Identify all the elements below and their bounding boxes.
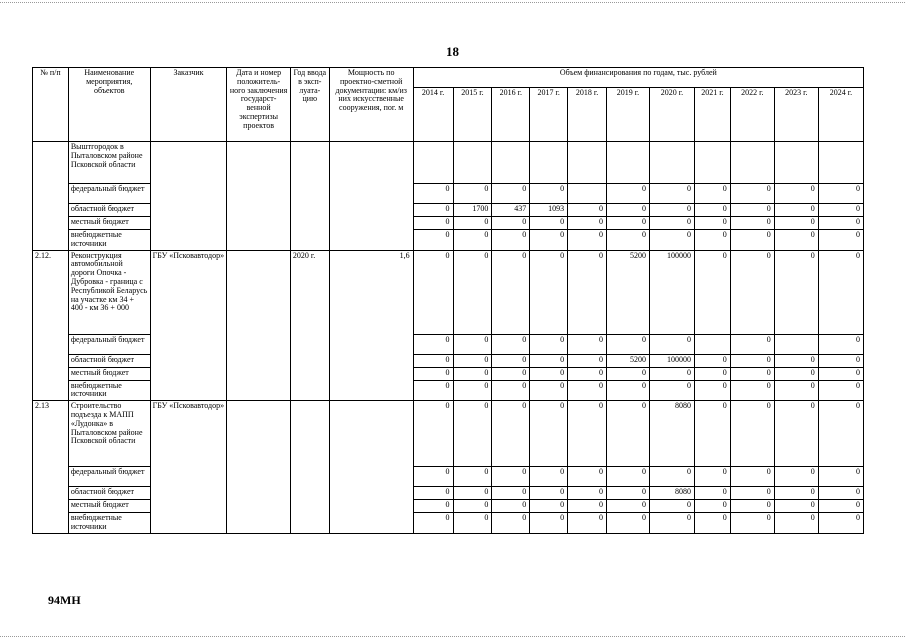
value-cell: 0 [607, 230, 650, 251]
value-cell: 0 [492, 380, 530, 401]
header-year-1: 2015 г. [453, 88, 492, 142]
value-cell: 0 [818, 367, 863, 380]
value-cell: 0 [568, 354, 607, 367]
value-cell: 0 [649, 467, 694, 487]
value-cell: 0 [774, 354, 818, 367]
value-cell: 0 [413, 380, 453, 401]
header-funding: Объем финансирования по годам, тыс. рублей [413, 68, 863, 88]
commissioning-year [290, 142, 329, 251]
value-cell: 0 [730, 380, 774, 401]
expertise [227, 401, 290, 534]
value-cell: 0 [730, 500, 774, 513]
value-cell: 0 [530, 487, 568, 500]
value-cell: 0 [607, 217, 650, 230]
value-cell: 0 [607, 367, 650, 380]
value-cell: 437 [492, 204, 530, 217]
value-cell: 0 [568, 367, 607, 380]
commissioning-year [290, 401, 329, 534]
value-cell: 0 [730, 217, 774, 230]
value-cell: 0 [694, 401, 730, 467]
value-cell: 0 [492, 467, 530, 487]
value-cell: 0 [413, 184, 453, 204]
table-row [33, 401, 864, 467]
value-cell [818, 142, 863, 184]
value-cell: 0 [453, 513, 492, 534]
value-cell [413, 142, 453, 184]
value-cell: 0 [774, 250, 818, 334]
budget-label: областной бюджет [68, 204, 150, 217]
value-cell [694, 142, 730, 184]
page-number: 18 [446, 44, 459, 59]
value-cell: 0 [818, 230, 863, 251]
header-year-5: 2019 г. [607, 88, 650, 142]
value-cell: 0 [730, 334, 774, 354]
value-cell: 0 [774, 513, 818, 534]
expertise [227, 142, 290, 251]
funding-table [32, 67, 864, 534]
value-cell: 0 [649, 217, 694, 230]
value-cell: 0 [492, 230, 530, 251]
value-cell: 0 [413, 204, 453, 217]
value-cell: 8080 [649, 487, 694, 500]
value-cell: 0 [649, 230, 694, 251]
value-cell: 0 [453, 487, 492, 500]
value-cell: 0 [649, 184, 694, 204]
footer-code: 94МН [48, 593, 81, 607]
budget-label: внебюджетные источники [68, 513, 150, 534]
value-cell: 0 [413, 354, 453, 367]
scan-edge-top [0, 2, 905, 3]
row-number: 2.13 [33, 401, 69, 534]
value-cell: 5200 [607, 250, 650, 334]
table-body [33, 142, 864, 534]
value-cell: 0 [818, 250, 863, 334]
value-cell: 0 [694, 513, 730, 534]
value-cell: 0 [694, 500, 730, 513]
value-cell: 0 [730, 513, 774, 534]
customer [150, 142, 227, 251]
value-cell: 0 [568, 487, 607, 500]
value-cell: 0 [818, 204, 863, 217]
value-cell: 0 [530, 401, 568, 467]
value-cell: 0 [730, 230, 774, 251]
object-name: Строительство подъезда к МАПП «Лудонка» в Пыталовском районе Псковской области [68, 401, 150, 467]
header-year-4: 2018 г. [568, 88, 607, 142]
capacity [329, 401, 413, 534]
value-cell: 0 [568, 250, 607, 334]
value-cell: 0 [694, 354, 730, 367]
value-cell: 0 [530, 513, 568, 534]
value-cell: 0 [492, 354, 530, 367]
value-cell: 0 [492, 184, 530, 204]
commissioning-year: 2020 г. [290, 250, 329, 401]
value-cell: 0 [818, 380, 863, 401]
value-cell: 0 [730, 184, 774, 204]
header-year-6: 2020 г. [649, 88, 694, 142]
value-cell: 0 [413, 401, 453, 467]
value-cell: 8080 [649, 401, 694, 467]
value-cell: 0 [530, 367, 568, 380]
value-cell: 0 [818, 487, 863, 500]
value-cell: 0 [774, 230, 818, 251]
value-cell: 0 [818, 354, 863, 367]
value-cell: 0 [649, 513, 694, 534]
value-cell: 100000 [649, 354, 694, 367]
value-cell [774, 142, 818, 184]
value-cell: 0 [530, 230, 568, 251]
value-cell: 0 [453, 354, 492, 367]
header-year-9: 2023 г. [774, 88, 818, 142]
header-expertise: Дата и номер положитель-ного заключения государст-венной экспертизы проектов [227, 68, 290, 142]
value-cell: 100000 [649, 250, 694, 334]
header-num: № п/п [33, 68, 69, 142]
value-cell: 0 [492, 217, 530, 230]
value-cell: 0 [818, 334, 863, 354]
budget-label: федеральный бюджет [68, 184, 150, 204]
header-year: Год ввода в эксп-луата-цию [290, 68, 329, 142]
object-name: Реконструкция автомобильной дороги Опочка - Дубровка - граница с Республикой Беларусь на участке км 34 + 400 - км 36 + 000 [68, 250, 150, 334]
capacity [329, 142, 413, 251]
value-cell: 0 [453, 467, 492, 487]
value-cell [774, 334, 818, 354]
budget-label: местный бюджет [68, 217, 150, 230]
value-cell: 0 [492, 367, 530, 380]
value-cell: 0 [453, 217, 492, 230]
header-year-3: 2017 г. [530, 88, 568, 142]
value-cell: 0 [694, 184, 730, 204]
value-cell: 0 [774, 184, 818, 204]
value-cell: 0 [413, 250, 453, 334]
value-cell: 0 [607, 500, 650, 513]
value-cell [568, 184, 607, 204]
value-cell: 0 [530, 334, 568, 354]
header-year-0: 2014 г. [413, 88, 453, 142]
value-cell: 0 [607, 204, 650, 217]
value-cell: 0 [649, 500, 694, 513]
value-cell: 0 [530, 217, 568, 230]
value-cell: 0 [453, 250, 492, 334]
value-cell: 1093 [530, 204, 568, 217]
row-number: 2.12. [33, 250, 69, 401]
value-cell: 0 [730, 204, 774, 217]
value-cell: 0 [568, 230, 607, 251]
value-cell [568, 142, 607, 184]
value-cell: 0 [694, 487, 730, 500]
value-cell: 0 [730, 467, 774, 487]
object-name: Выштгородок в Пыталовском районе Псковской области [68, 142, 150, 184]
budget-label: местный бюджет [68, 367, 150, 380]
value-cell: 0 [453, 367, 492, 380]
value-cell: 0 [568, 500, 607, 513]
value-cell: 0 [530, 380, 568, 401]
table-row [33, 142, 864, 184]
value-cell: 0 [649, 380, 694, 401]
header-year-10: 2024 г. [818, 88, 863, 142]
value-cell: 0 [818, 467, 863, 487]
value-cell: 0 [492, 401, 530, 467]
value-cell: 0 [530, 250, 568, 334]
value-cell: 0 [453, 401, 492, 467]
budget-label: областной бюджет [68, 487, 150, 500]
value-cell: 0 [649, 334, 694, 354]
value-cell: 0 [694, 380, 730, 401]
value-cell: 0 [774, 500, 818, 513]
value-cell: 0 [694, 217, 730, 230]
budget-label: федеральный бюджет [68, 467, 150, 487]
value-cell: 0 [492, 513, 530, 534]
value-cell: 0 [568, 513, 607, 534]
value-cell: 0 [530, 354, 568, 367]
value-cell: 0 [530, 467, 568, 487]
value-cell: 0 [568, 467, 607, 487]
value-cell: 0 [774, 487, 818, 500]
value-cell: 0 [413, 487, 453, 500]
value-cell: 0 [694, 367, 730, 380]
value-cell: 0 [413, 334, 453, 354]
customer: ГБУ «Псковавтодор» [150, 250, 227, 401]
value-cell: 0 [607, 467, 650, 487]
value-cell: 0 [492, 334, 530, 354]
value-cell: 0 [694, 230, 730, 251]
value-cell: 0 [568, 380, 607, 401]
value-cell: 0 [694, 204, 730, 217]
value-cell: 0 [530, 500, 568, 513]
value-cell: 0 [607, 380, 650, 401]
value-cell: 0 [568, 334, 607, 354]
value-cell: 0 [607, 401, 650, 467]
value-cell: 0 [453, 380, 492, 401]
value-cell: 0 [492, 500, 530, 513]
budget-label: местный бюджет [68, 500, 150, 513]
value-cell: 0 [730, 354, 774, 367]
value-cell: 0 [818, 401, 863, 467]
budget-label: областной бюджет [68, 354, 150, 367]
value-cell [530, 142, 568, 184]
value-cell: 0 [568, 217, 607, 230]
budget-label: федеральный бюджет [68, 334, 150, 354]
value-cell: 0 [774, 401, 818, 467]
header-year-7: 2021 г. [694, 88, 730, 142]
value-cell: 0 [453, 334, 492, 354]
value-cell: 0 [730, 367, 774, 380]
scan-edge-bottom [0, 636, 905, 637]
value-cell: 0 [730, 401, 774, 467]
value-cell: 0 [649, 367, 694, 380]
header-year-8: 2022 г. [730, 88, 774, 142]
value-cell: 0 [818, 500, 863, 513]
value-cell: 0 [694, 250, 730, 334]
value-cell: 0 [413, 217, 453, 230]
budget-label: внебюджетные источники [68, 380, 150, 401]
value-cell: 0 [774, 217, 818, 230]
customer: ГБУ «Псковавтодор» [150, 401, 227, 534]
value-cell: 0 [453, 230, 492, 251]
value-cell: 0 [530, 184, 568, 204]
header-capacity: Мощность по проектно-сметной документации: км/из них искусственные сооружения, пог. м [329, 68, 413, 142]
value-cell: 0 [607, 184, 650, 204]
budget-label: внебюджетные источники [68, 230, 150, 251]
value-cell [694, 334, 730, 354]
value-cell: 0 [413, 500, 453, 513]
value-cell: 0 [649, 204, 694, 217]
value-cell: 0 [774, 367, 818, 380]
value-cell: 0 [730, 487, 774, 500]
value-cell [607, 142, 650, 184]
value-cell: 1700 [453, 204, 492, 217]
value-cell: 0 [568, 204, 607, 217]
value-cell: 0 [453, 184, 492, 204]
value-cell: 0 [413, 467, 453, 487]
value-cell: 0 [694, 467, 730, 487]
value-cell: 0 [607, 513, 650, 534]
value-cell [649, 142, 694, 184]
value-cell: 0 [413, 513, 453, 534]
value-cell: 0 [607, 334, 650, 354]
value-cell [730, 142, 774, 184]
value-cell: 0 [774, 467, 818, 487]
expertise [227, 250, 290, 401]
table-header [33, 68, 864, 142]
value-cell: 0 [492, 250, 530, 334]
value-cell: 0 [818, 513, 863, 534]
value-cell: 0 [607, 487, 650, 500]
value-cell: 0 [453, 500, 492, 513]
capacity: 1,6 [329, 250, 413, 401]
header-customer: Заказчик [150, 68, 227, 142]
value-cell: 0 [818, 184, 863, 204]
value-cell: 0 [413, 367, 453, 380]
value-cell: 0 [568, 401, 607, 467]
value-cell: 0 [774, 204, 818, 217]
value-cell: 0 [730, 250, 774, 334]
value-cell: 0 [818, 217, 863, 230]
value-cell: 5200 [607, 354, 650, 367]
value-cell [453, 142, 492, 184]
header-name: Наименование мероприятия, объектов [68, 68, 150, 142]
row-number [33, 142, 69, 251]
value-cell: 0 [774, 380, 818, 401]
value-cell: 0 [413, 230, 453, 251]
value-cell: 0 [492, 487, 530, 500]
header-year-2: 2016 г. [492, 88, 530, 142]
value-cell [492, 142, 530, 184]
table-row [33, 250, 864, 334]
